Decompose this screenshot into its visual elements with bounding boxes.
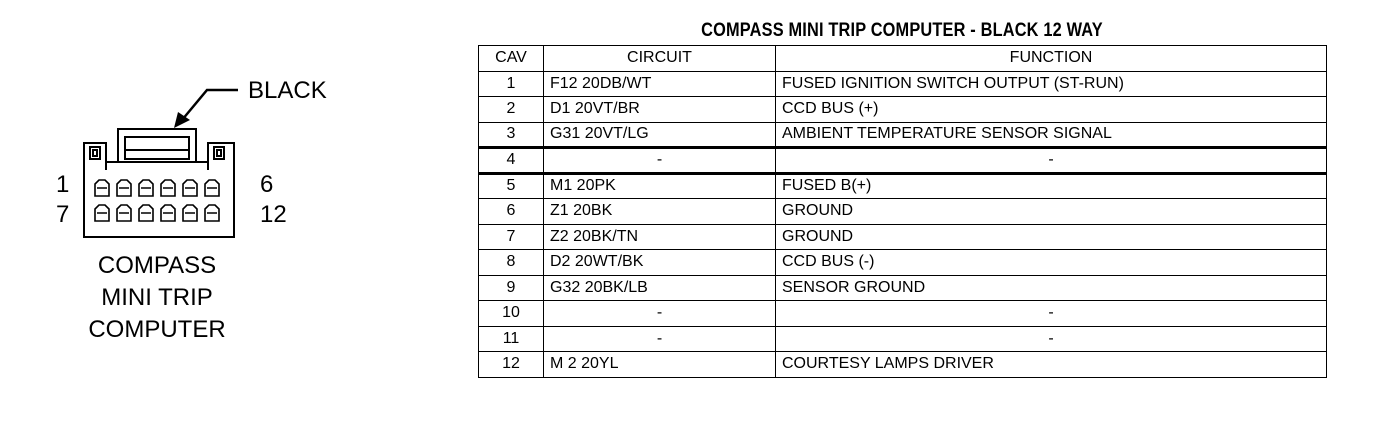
cav-cell: 7 [479, 224, 544, 250]
circuit-cell: Z2 20BK/TN [544, 224, 776, 250]
pin-label-1: 1 [56, 171, 70, 198]
table-row [479, 122, 1327, 148]
table-row [479, 199, 1327, 225]
table-row [479, 352, 1327, 378]
cav-cell: 4 [479, 148, 544, 174]
connector-name-line-1: COMPASS [97, 252, 217, 279]
cavity-row-top [95, 180, 219, 196]
function-cell: - [776, 148, 1327, 174]
table-title: COMPASS MINI TRIP COMPUTER - BLACK 12 WAY [701, 20, 1103, 41]
circuit-cell: Z1 20BK [544, 199, 776, 225]
function-cell: GROUND [776, 224, 1327, 250]
cav-cell: 1 [479, 71, 544, 97]
circuit-cell: D2 20WT/BK [544, 250, 776, 276]
cav-cell: 5 [479, 173, 544, 199]
circuit-cell: G32 20BK/LB [544, 275, 776, 301]
cav-cell: 9 [479, 275, 544, 301]
table-row [479, 326, 1327, 352]
circuit-cell: M1 20PK [544, 173, 776, 199]
table-row [479, 173, 1327, 199]
table-row [479, 250, 1327, 276]
table-row [479, 148, 1327, 174]
table-row [479, 301, 1327, 327]
circuit-cell: - [544, 301, 776, 327]
pin-label-12: 12 [260, 201, 287, 228]
cav-cell: 12 [479, 352, 544, 378]
function-cell: FUSED B(+) [776, 173, 1327, 199]
connector-diagram [0, 0, 470, 446]
callout-arrow [182, 90, 238, 120]
header-cav: CAV [479, 46, 544, 72]
cav-cell: 6 [479, 199, 544, 225]
cav-cell: 3 [479, 122, 544, 148]
connector-name-line-2: MINI TRIP [101, 284, 213, 311]
function-cell: COURTESY LAMPS DRIVER [776, 352, 1327, 378]
table-row [479, 275, 1327, 301]
connector-name-line-3: COMPUTER [88, 316, 226, 343]
table-row [479, 224, 1327, 250]
function-cell: GROUND [776, 199, 1327, 225]
function-cell: - [776, 301, 1327, 327]
pinout-table [478, 45, 1327, 378]
cav-cell: 11 [479, 326, 544, 352]
function-cell: AMBIENT TEMPERATURE SENSOR SIGNAL [776, 122, 1327, 148]
circuit-cell: G31 20VT/LG [544, 122, 776, 148]
pin-label-6: 6 [260, 171, 274, 198]
cav-cell: 2 [479, 97, 544, 123]
circuit-cell: F12 20DB/WT [544, 71, 776, 97]
pin-label-7: 7 [56, 201, 70, 228]
header-circuit: CIRCUIT [544, 46, 776, 72]
function-cell: SENSOR GROUND [776, 275, 1327, 301]
color-callout-label: BLACK [248, 77, 327, 104]
function-cell: - [776, 326, 1327, 352]
cav-cell: 8 [479, 250, 544, 276]
cav-cell: 10 [479, 301, 544, 327]
table-header-row [479, 46, 1327, 72]
circuit-cell: M 2 20YL [544, 352, 776, 378]
function-cell: CCD BUS (+) [776, 97, 1327, 123]
table-row [479, 71, 1327, 97]
cavity-row-bottom [95, 205, 219, 221]
function-cell: FUSED IGNITION SWITCH OUTPUT (ST-RUN) [776, 71, 1327, 97]
function-cell: CCD BUS (-) [776, 250, 1327, 276]
header-function: FUNCTION [776, 46, 1327, 72]
circuit-cell: D1 20VT/BR [544, 97, 776, 123]
table-row [479, 97, 1327, 123]
circuit-cell: - [544, 148, 776, 174]
circuit-cell: - [544, 326, 776, 352]
